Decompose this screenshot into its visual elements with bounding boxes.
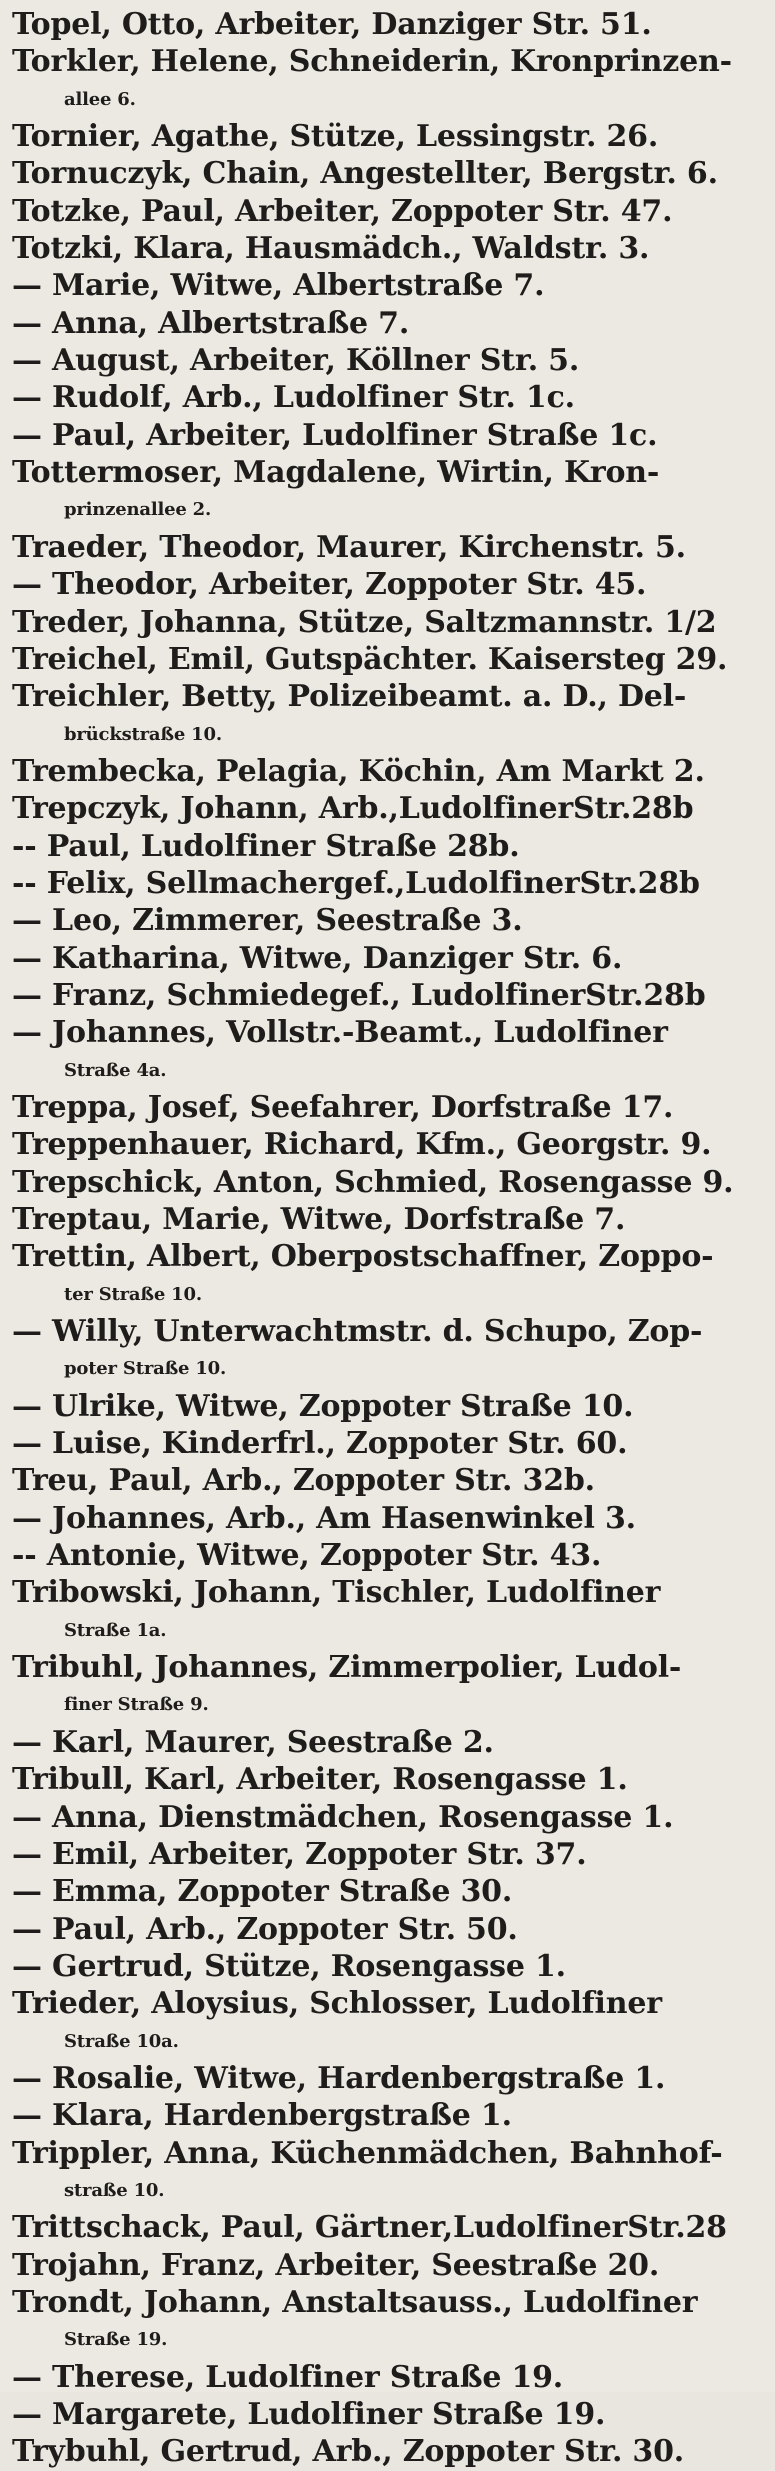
directory-entry: Trembecka, Pelagia, Köchin, Am Markt 2. [12,753,705,789]
directory-entry: — Anna, Albertstraße 7. [12,305,410,341]
directory-entry: Trieder, Aloysius, Schlosser, Ludolfiner [12,1986,662,2022]
directory-entry: -- Antonie, Witwe, Zoppoter Str. 43. [12,1538,602,1574]
directory-entry: Trepschick, Anton, Schmied, Rosengasse 9. [12,1164,734,1200]
directory-entry: Treder, Johanna, Stütze, Saltzmannstr. 1/2 [12,604,717,640]
directory-entry: — Emma, Zoppoter Straße 30. [12,1874,513,1910]
directory-entry-continuation: Straße 4a. [64,1059,167,1081]
directory-entry: — Katharina, Witwe, Danziger Str. 6. [12,940,623,976]
directory-entry: Trojahn, Franz, Arbeiter, Seestraße 20. [12,2247,660,2283]
directory-entry-continuation: brückstraße 10. [64,723,222,745]
directory-entry-continuation: straße 10. [64,2179,165,2201]
directory-entry: — Leo, Zimmerer, Seestraße 3. [12,903,523,939]
directory-entry-continuation: poter Straße 10. [64,1358,227,1380]
directory-entry: Tottermoser, Magdalene, Wirtin, Kron- [12,455,660,491]
directory-entry: — Gertrud, Stütze, Rosengasse 1. [12,1948,566,1984]
directory-entry: — Margarete, Ludolfiner Straße 19. [12,2397,606,2432]
directory-entry: -- Felix, Sellmachergef.,LudolfinerStr.28b [12,865,700,901]
directory-entry: — Klara, Hardenbergstraße 1. [12,2098,512,2134]
directory-entry: — Ulrike, Witwe, Zoppoter Straße 10. [12,1388,634,1424]
directory-entry: Treppa, Josef, Seefahrer, Dorfstraße 17. [12,1089,674,1125]
directory-entry: — Therese, Ludolfiner Straße 19. [12,2359,564,2395]
directory-entry: — Anna, Dienstmädchen, Rosengasse 1. [12,1799,674,1835]
directory-entry: — Emil, Arbeiter, Zoppoter Str. 37. [12,1836,587,1872]
directory-entry: Tornier, Agathe, Stütze, Lessingstr. 26. [12,119,659,155]
directory-entry: Treppenhauer, Richard, Kfm., Georgstr. 9. [12,1127,712,1163]
directory-entry: Treptau, Marie, Witwe, Dorfstraße 7. [12,1202,626,1237]
directory-entry: Tornuczyk, Chain, Angestellter, Bergstr. 6. [12,156,718,192]
directory-entry: — Paul, Arb., Zoppoter Str. 50. [12,1911,518,1947]
directory-entry: — Rosalie, Witwe, Hardenbergstraße 1. [12,2060,666,2096]
directory-entry: — Johannes, Arb., Am Hasenwinkel 3. [12,1500,636,1536]
directory-entry: — Luise, Kinderfrl., Zoppoter Str. 60. [12,1426,628,1462]
directory-entry: Treichel, Emil, Gutspächter. Kaisersteg 29. [12,641,728,677]
directory-entry: — Theodor, Arbeiter, Zoppoter Str. 45. [12,567,647,603]
directory-entry: Trittschack, Paul, Gärtner,LudolfinerStr.28 [12,2210,727,2246]
directory-entry: — Marie, Witwe, Albertstraße 7. [12,268,545,304]
directory-entry: — Paul, Arbeiter, Ludolfiner Straße 1c. [12,417,658,453]
directory-entry: Tribull, Karl, Arbeiter, Rosengasse 1. [12,1762,628,1798]
directory-entry-continuation: Straße 10a. [64,2030,179,2052]
directory-entry: Tribuhl, Johannes, Zimmerpolier, Ludol- [12,1650,682,1686]
directory-entry: Traeder, Theodor, Maurer, Kirchenstr. 5. [12,529,686,565]
directory-entry-continuation: finer Straße 9. [64,1694,209,1716]
directory-entry: — Johannes, Vollstr.-Beamt., Ludolfiner [12,1015,668,1051]
directory-entry-continuation: allee 6. [64,88,136,110]
directory-entry: — Willy, Unterwachtmstr. d. Schupo, Zop- [12,1314,703,1350]
directory-entry: — Rudolf, Arb., Ludolfiner Str. 1c. [12,380,575,416]
directory-entry: Trippler, Anna, Küchenmädchen, Bahnhof- [12,2135,723,2171]
directory-entry: Totzke, Paul, Arbeiter, Zoppoter Str. 47. [12,193,673,229]
directory-entry-continuation: prinzenallee 2. [64,499,212,521]
directory-entry: — Karl, Maurer, Seestraße 2. [12,1724,494,1760]
directory-entry: Torkler, Helene, Schneiderin, Kronprinzen- [12,44,732,80]
directory-entry: Totzki, Klara, Hausmädch., Waldstr. 3. [12,231,650,267]
directory-entry: — August, Arbeiter, Köllner Str. 5. [12,343,580,379]
directory-entry: Trepczyk, Johann, Arb.,LudolfinerStr.28b [12,791,694,827]
directory-entry-continuation: Straße 19. [64,2329,168,2351]
directory-entry: -- Paul, Ludolfiner Straße 28b. [12,828,520,864]
directory-entry-continuation: ter Straße 10. [64,1283,202,1305]
directory-entry-continuation: Straße 1a. [64,1619,167,1641]
directory-entry: Treichler, Betty, Polizeibeamt. a. D., Del- [12,679,687,715]
directory-entry: Trybuhl, Gertrud, Arb., Zoppoter Str. 30. [12,2434,685,2470]
directory-entry: — Franz, Schmiedegef., LudolfinerStr.28b [12,977,706,1013]
directory-entry: Trondt, Johann, Anstaltsauss., Ludolfiner [12,2284,698,2320]
directory-entry: Tribowski, Johann, Tischler, Ludolfiner [12,1575,661,1611]
directory-entry: Trettin, Albert, Oberpostschaffner, Zoppo- [12,1239,714,1275]
directory-entry: Treu, Paul, Arb., Zoppoter Str. 32b. [12,1463,595,1499]
directory-entry: Topel, Otto, Arbeiter, Danziger Str. 51. [12,7,652,42]
